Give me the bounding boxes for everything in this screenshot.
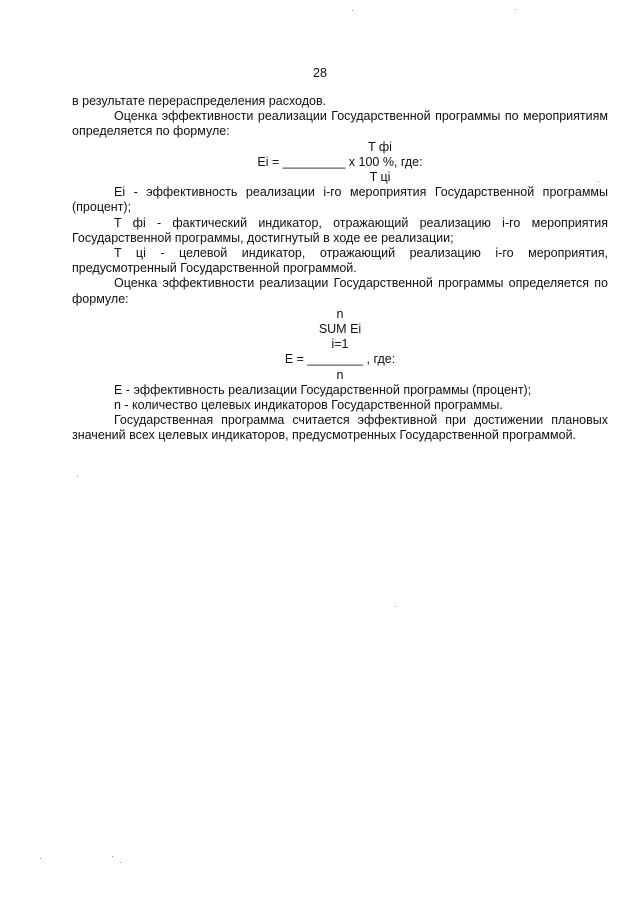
paragraph-formula-2-intro: Оценка эффективности реализации Государственной программы определяется по формуле:	[72, 276, 608, 306]
scan-speck	[352, 10, 353, 11]
formula-1-denominator: T цi	[369, 170, 391, 185]
scan-speck	[515, 9, 516, 10]
formula-2-n-top: n	[336, 306, 344, 321]
page-number: 28	[313, 66, 327, 80]
paragraph-continuation: в результате перераспределения расходов.	[72, 94, 327, 108]
formula-2-sum: SUM Ei	[318, 322, 362, 337]
definition-e: E - эффективность реализации Государственной программы (процент);	[114, 382, 532, 397]
definition-n: n - количество целевых индикаторов Государственной программы.	[114, 398, 503, 413]
scan-speck	[77, 476, 78, 477]
definition-ei: Ei - эффективность реализации i-го мероприятия Государственной программы (процент);	[72, 185, 608, 215]
formula-1-main: Ei = _________ x 100 %, где:	[257, 154, 423, 169]
paragraph-conclusion: Государственная программа считается эффективной при достижении плановых значений всех целевых индикаторов, предусмотренных Государственной программой.	[72, 413, 608, 443]
scan-speck	[395, 606, 396, 607]
formula-2-index: i=1	[331, 337, 349, 352]
document-body	[72, 94, 608, 444]
scan-speck	[40, 858, 41, 859]
scan-speck	[112, 856, 113, 857]
paragraph-formula-intro: Оценка эффективности реализации Государственной программы по мероприятиям определяется по формуле:	[72, 109, 608, 139]
definition-t-ci: T цi - целевой индикатор, отражающий реализацию i-го мероприятия, предусмотренный Государственной программой.	[72, 246, 608, 276]
formula-2-main: E = ________ , где:	[284, 352, 396, 367]
scan-speck	[598, 181, 599, 182]
definition-t-fi: T фi - фактический индикатор, отражающий реализацию i-го мероприятия Государственной программы, достигнутый в ходе ее реализации;	[72, 215, 608, 245]
scan-speck	[120, 862, 121, 863]
formula-1-numerator: T фi	[368, 139, 392, 154]
formula-2-n-bottom: n	[336, 367, 344, 382]
